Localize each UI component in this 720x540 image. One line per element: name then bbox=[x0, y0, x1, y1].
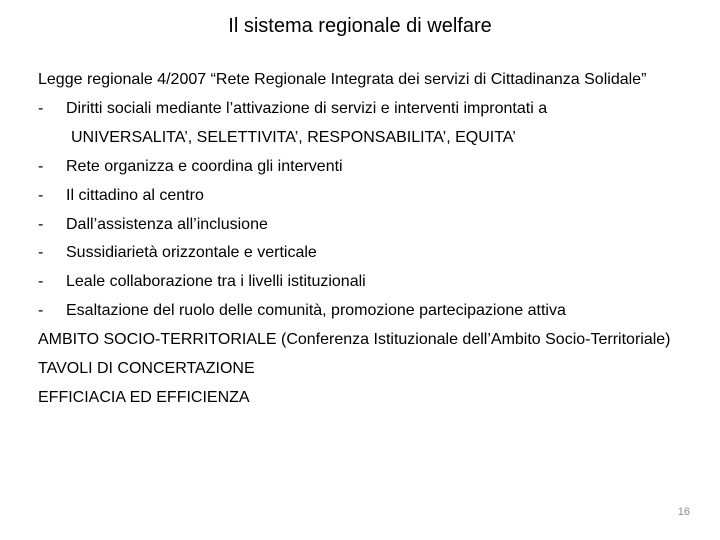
bullet-item bbox=[38, 268, 698, 297]
bullet-dash: - bbox=[38, 157, 44, 175]
bullet-item bbox=[38, 239, 698, 268]
bullet-text: Leale collaborazione tra i livelli istituzionali bbox=[66, 273, 366, 291]
bullet-dash: - bbox=[38, 215, 44, 233]
bullet-item bbox=[38, 182, 698, 211]
slide-body bbox=[38, 66, 698, 413]
bullet-text bbox=[66, 95, 698, 153]
bullet-item bbox=[38, 211, 698, 240]
bullet-text: Il cittadino al centro bbox=[66, 186, 204, 204]
ambito-heading: AMBITO SOCIO-TERRITORIALE (Conferenza Istituzionale dell’Ambito Socio-Territoriale) bbox=[38, 331, 671, 349]
bullet-text: Dall’assistenza all’inclusione bbox=[66, 215, 268, 233]
slide-title: Il sistema regionale di welfare bbox=[228, 15, 492, 37]
bullet-dash: - bbox=[38, 244, 44, 262]
tavoli-heading: TAVOLI DI CONCERTAZIONE bbox=[38, 360, 255, 378]
page-number: 16 bbox=[677, 506, 690, 518]
bullet-text: Rete organizza e coordina gli interventi bbox=[66, 157, 343, 175]
bullet-item bbox=[38, 95, 698, 153]
bullet-text: Esaltazione del ruolo delle comunità, promozione partecipazione attiva bbox=[66, 302, 566, 320]
bullet-item bbox=[38, 297, 698, 326]
bullet-text: Sussidiarietà orizzontale e verticale bbox=[66, 244, 317, 262]
law-reference: Legge regionale 4/2007 “Rete Regionale Integrata dei servizi di Cittadinanza Solidale” bbox=[38, 71, 647, 88]
bullet-text-line: Diritti sociali mediante l’attivazione di servizi e interventi improntati a bbox=[66, 99, 548, 117]
bullet-text-continuation: UNIVERSALITA’, SELETTIVITA’, RESPONSABILITA’, EQUITA’ bbox=[71, 128, 516, 146]
bullet-dash: - bbox=[38, 302, 44, 320]
bullet-dash: - bbox=[38, 99, 44, 117]
bullet-item bbox=[38, 153, 698, 182]
bullet-dash: - bbox=[38, 273, 44, 291]
efficacia-heading: EFFICIACIA ED EFFICIENZA bbox=[38, 388, 250, 406]
bullet-dash: - bbox=[38, 186, 44, 204]
